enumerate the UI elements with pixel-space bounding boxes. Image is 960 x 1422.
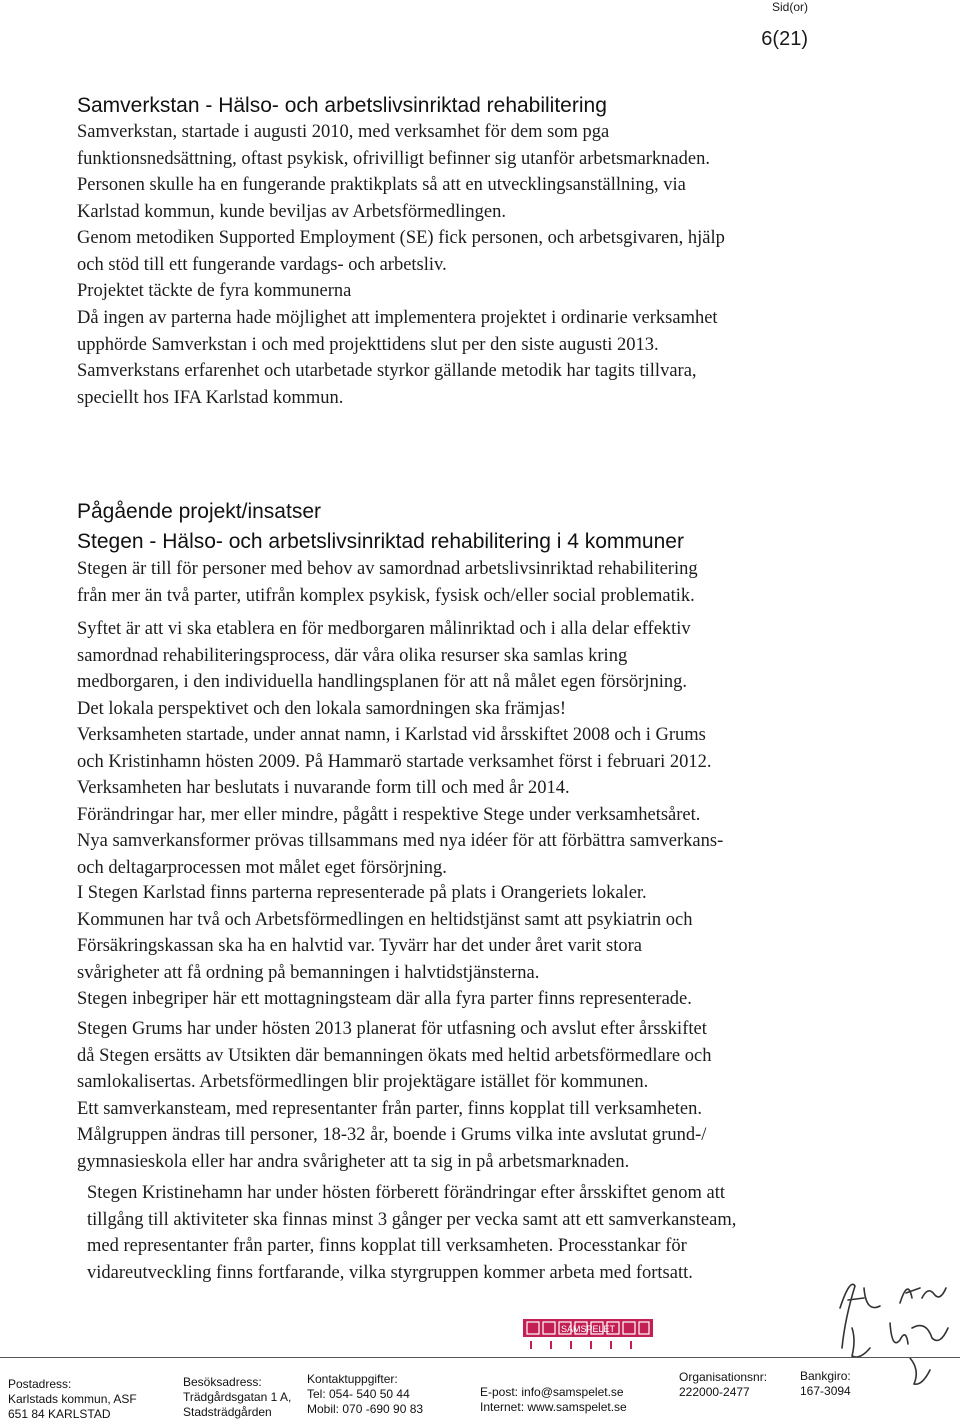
footer-visit-address <box>183 1375 291 1420</box>
text-line: svårigheter att få ordning på bemanningen i halvtidstjänsterna. <box>77 962 540 983</box>
page-number: 6(21) <box>761 28 808 50</box>
stegen-paragraph-5 <box>77 1016 711 1175</box>
stegen-paragraph-2 <box>77 616 691 722</box>
postal-label: Postadress: <box>8 1377 72 1391</box>
text-line: Karlstad kommun, kunde beviljas av Arbetsförmedlingen. <box>77 201 507 222</box>
text-line: med representanter från parter, finns kopplat till verksamheten. Processtankar för <box>87 1236 687 1256</box>
stegen-paragraph-3 <box>77 722 723 881</box>
contact-label: Kontaktuppgifter: <box>307 1372 398 1386</box>
text-line: tillgång till aktiviteter ska finnas minst 3 gånger per vecka samt att ett samverkansteam, <box>87 1209 737 1230</box>
postal-line-1: Karlstads kommun, ASF <box>8 1392 137 1406</box>
footer-divider <box>0 1357 960 1358</box>
footer-web <box>480 1385 627 1415</box>
text-line: och stöd till ett fungerande vardags- och arbetsliv. <box>77 254 447 275</box>
text-line: gymnasieskola eller har andra svårigheter att ta sig in på arbetsmarknaden. <box>77 1151 630 1172</box>
footer-bankgiro <box>800 1369 851 1399</box>
text-line: Stegen inbegriper här ett mottagningsteam där alla fyra parter finns representerade. <box>77 989 692 1009</box>
section-heading-samverkstan: Samverkstan - Hälso- och arbetslivsinriktad rehabilitering <box>77 94 607 117</box>
text-line: från mer än två parter, utifrån komplex psykisk, fysisk och/eller social problematik. <box>77 585 695 606</box>
bankgiro-value: 167-3094 <box>800 1384 851 1398</box>
text-line: Stegen är till för personer med behov av samordnad arbetslivsinriktad rehabilitering <box>77 559 698 579</box>
text-line: Då ingen av parterna hade möjlighet att implementera projektet i ordinarie verksamhet <box>77 308 718 328</box>
text-line: Verksamheten har beslutats i nuvarande form till och med år 2014. <box>77 778 570 798</box>
stegen-paragraph-4 <box>77 880 693 1013</box>
text-line: Förändringar har, mer eller mindre, pågått i respektive Stege under verksamhetsåret. <box>77 804 701 825</box>
text-line: Projektet täckte de fyra kommunerna <box>77 281 352 301</box>
text-line: Syftet är att vi ska etablera en för medborgaren målinriktad och i alla delar effektiv <box>77 619 691 639</box>
text-line: samordnad rehabiliteringsprocess, där våra olika resurser ska samlas kring <box>77 645 628 666</box>
footer-org <box>679 1370 767 1400</box>
text-line: Det lokala perspektivet och den lokala samordningen ska främjas! <box>77 698 567 719</box>
footer-contact <box>307 1372 423 1417</box>
stegen-paragraph-1 <box>77 556 698 609</box>
text-line: Samverkstans erfarenhet och utarbetade styrkor gällande metodik har tagits tillvara, <box>77 361 697 381</box>
text-line: Genom metodiken Supported Employment (SE) fick personen, och arbetsgivaren, hjälp <box>77 228 725 248</box>
text-line: Personen skulle ha en fungerande praktikplats så att en utvecklingsanställning, via <box>77 175 686 195</box>
bankgiro-label: Bankgiro: <box>800 1369 851 1383</box>
text-line: och Kristinhamn hösten 2009. På Hammarö startade verksamhet först i februari 2012. <box>77 751 712 772</box>
section-heading-pagaende: Pågående projekt/insatser <box>77 500 321 523</box>
text-line: Målgruppen ändras till personer, 18-32 år, boende i Grums vilka inte avslutat grund-/ <box>77 1125 707 1145</box>
page-label: Sid(or) <box>771 0 808 14</box>
text-line: Stegen Kristinehamn har under hösten förberett förändringar efter årsskiftet genom att <box>87 1183 726 1203</box>
text-line: speciellt hos IFA Karlstad kommun. <box>77 387 344 408</box>
contact-tel: Tel: 054- 540 50 44 <box>307 1387 410 1401</box>
text-line: Kommunen har två och Arbetsförmedlingen en heltidstjänst samt att psykiatrin och <box>77 909 693 930</box>
text-line: medborgaren, i den individuella handlingsplanen för att nå målet egen försörjning. <box>77 672 687 692</box>
subheading-stegen: Stegen - Hälso- och arbetslivsinriktad rehabilitering i 4 kommuner <box>77 530 684 553</box>
footer-postal-address <box>8 1377 137 1422</box>
stegen-paragraph-6 <box>87 1180 736 1286</box>
text-line: Stegen Grums har under hösten 2013 planerat för utfasning och avslut efter årsskiftet <box>77 1019 707 1039</box>
samverkstan-paragraph-1 <box>77 119 725 305</box>
footer-internet[interactable]: Internet: www.samspelet.se <box>480 1400 627 1414</box>
postal-line-2: 651 84 KARLSTAD <box>8 1407 111 1421</box>
text-line: då Stegen ersätts av Utsikten där bemanningen ökats med heltid arbetsförmedlare och <box>77 1045 712 1066</box>
text-line: I Stegen Karlstad finns parterna representerade på plats i Orangeriets lokaler. <box>77 883 647 903</box>
text-line: Försäkringskassan ska ha en halvtid var. Tyvärr har det under året varit stora <box>77 936 643 956</box>
text-line: Ett samverkansteam, med representanter från parter, finns kopplat till verksamheten. <box>77 1098 702 1119</box>
text-line: och deltagarprocessen mot målet eget försörjning. <box>77 857 447 878</box>
org-label: Organisationsnr: <box>679 1370 768 1384</box>
text-line: Nya samverkansformer prövas tillsammans med nya idéer för att förbättra samverkans- <box>77 831 724 851</box>
contact-mobile: Mobil: 070 -690 90 83 <box>307 1402 424 1416</box>
org-value: 222000-2477 <box>679 1385 750 1399</box>
logo-text: SAMSPELET <box>560 1324 616 1334</box>
visit-label: Besöksadress: <box>183 1375 262 1389</box>
text-line: Samverkstan, startade i augusti 2010, med verksamhet för dem som pga <box>77 122 610 142</box>
visit-line-2: Stadsträdgården <box>183 1405 272 1419</box>
text-line: upphörde Samverkstan i och med projekttidens slut per den siste augusti 2013. <box>77 334 659 355</box>
text-line: Verksamheten startade, under annat namn, i Karlstad vid årsskiftet 2008 och i Grums <box>77 725 706 745</box>
text-line: vidareutveckling finns fortfarande, vilka styrgruppen kommer arbeta med fortsatt. <box>87 1262 693 1283</box>
footer-email[interactable]: E-post: info@samspelet.se <box>480 1385 624 1399</box>
samverkstan-paragraph-2 <box>77 305 718 411</box>
text-line: funktionsnedsättning, oftast psykisk, ofrivilligt befinner sig utanför arbetsmarknaden. <box>77 148 710 169</box>
visit-line-1: Trädgårdsgatan 1 A, <box>183 1390 292 1404</box>
text-line: samlokalisertas. Arbetsförmedlingen blir projektägare istället för kommunen. <box>77 1072 649 1092</box>
samspelet-logo <box>521 1317 655 1351</box>
